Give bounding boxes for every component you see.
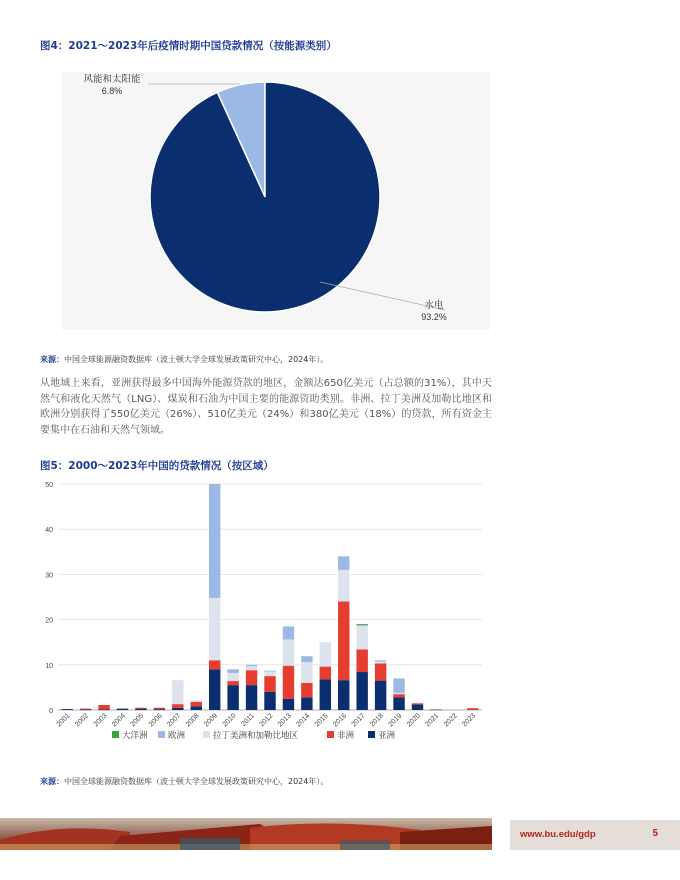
- bar-segment: [320, 667, 331, 680]
- x-tick-label: 2023: [461, 712, 478, 729]
- bar-segment: [227, 673, 238, 681]
- x-tick-label: 2003: [92, 712, 109, 729]
- x-tick-label: 2015: [313, 712, 330, 729]
- x-tick-label: 2010: [221, 712, 238, 729]
- bar-segment: [412, 703, 423, 704]
- bar-segment: [209, 598, 220, 660]
- x-tick-label: 2001: [55, 712, 72, 729]
- bar-segment: [283, 666, 294, 699]
- x-tick-label: 2006: [147, 712, 164, 729]
- y-tick-label: 50: [45, 482, 53, 489]
- bar-segment: [301, 697, 312, 710]
- bar-segment: [117, 709, 128, 710]
- footer-image: [0, 818, 492, 850]
- source-label: 来源：: [40, 777, 64, 786]
- x-tick-label: 2016: [332, 712, 349, 729]
- bar-segment: [135, 709, 146, 710]
- legend-label: 大洋洲: [122, 730, 148, 740]
- bar-segment: [62, 709, 73, 710]
- source-text: 中国全球能源融资数据库（波士顿大学全球发展政策研究中心，2024年）。: [64, 777, 329, 786]
- x-tick-label: 2014: [295, 712, 312, 729]
- legend-label: 欧洲: [168, 730, 186, 740]
- bar-segment: [338, 556, 349, 570]
- bar-segment: [80, 709, 91, 710]
- bar-segment: [412, 703, 423, 704]
- bar-segment: [80, 710, 91, 711]
- x-tick-label: 2007: [166, 712, 183, 729]
- bar-segment: [356, 624, 367, 625]
- bar-segment: [98, 705, 109, 710]
- x-tick-label: 2018: [369, 712, 386, 729]
- temple-roof-image: [0, 818, 492, 850]
- x-tick-label: 2009: [203, 712, 220, 729]
- bar-segment: [246, 685, 257, 710]
- bar-segment: [356, 625, 367, 626]
- x-tick-label: 2013: [276, 712, 293, 729]
- bar-segment: [209, 660, 220, 669]
- bar-segment: [264, 671, 275, 672]
- bar-segment: [246, 666, 257, 670]
- bar-segment: [191, 702, 202, 707]
- y-tick-label: 20: [45, 617, 53, 625]
- bar-segment: [393, 693, 404, 694]
- legend-label: 非洲: [337, 730, 355, 740]
- x-tick-label: 2005: [129, 712, 146, 729]
- legend-label: 亚洲: [378, 730, 396, 740]
- bar-segment: [154, 709, 165, 710]
- page-number: 5: [652, 828, 658, 839]
- y-tick-label: 30: [45, 572, 53, 580]
- bar-segment: [209, 484, 220, 598]
- bar-segment: [191, 701, 202, 702]
- bar-segment: [209, 669, 220, 710]
- pie-pct-wind: 6.8%: [101, 86, 123, 96]
- x-tick-label: 2012: [258, 712, 275, 729]
- bar-segment: [227, 669, 238, 673]
- bar-segment: [338, 680, 349, 710]
- legend-swatch: [158, 731, 165, 738]
- bar-segment: [375, 660, 386, 661]
- legend-swatch: [203, 731, 210, 738]
- bar-segment: [154, 708, 165, 709]
- bar-segment: [301, 656, 312, 662]
- bar-segment: [172, 708, 183, 710]
- bar-segment: [246, 665, 257, 666]
- footer-box: [510, 820, 680, 850]
- bar-segment: [301, 662, 312, 683]
- y-tick-label: 0: [49, 708, 53, 715]
- bar-segment: [338, 602, 349, 681]
- bar-segment: [356, 649, 367, 672]
- footer-url[interactable]: www.bu.edu/gdp: [520, 829, 596, 840]
- bar-segment: [393, 694, 404, 697]
- bar-chart: [0, 476, 680, 756]
- bar-segment: [301, 683, 312, 697]
- bar-segment: [430, 710, 441, 711]
- source-label: 来源：: [40, 355, 64, 364]
- x-tick-label: 2021: [424, 712, 441, 729]
- y-tick-label: 40: [45, 527, 53, 535]
- bar-segment: [283, 626, 294, 639]
- pie-label-hydro: 水电: [424, 300, 444, 311]
- x-tick-label: 2004: [110, 712, 127, 729]
- pie-label-wind: 风能和太阳能: [83, 74, 141, 85]
- figure4-title: 图4：2021～2023年后疫情时期中国贷款情况（按能源类别）: [40, 40, 337, 52]
- bar-segment: [264, 692, 275, 710]
- bar-segment: [375, 663, 386, 680]
- bar-segment: [283, 699, 294, 710]
- source-text: 中国全球能源融资数据库（波士顿大学全球发展政策研究中心，2024年）。: [64, 355, 329, 364]
- bar-segment: [246, 670, 257, 685]
- figure5-title: 图5：2000～2023年中国的贷款情况（按区域）: [40, 460, 274, 472]
- legend-swatch: [327, 731, 334, 738]
- bar-segment: [393, 678, 404, 692]
- bar-segment: [356, 672, 367, 710]
- figure4-source: [40, 354, 328, 365]
- x-tick-label: 2011: [240, 712, 256, 729]
- pie-slice-hydro: [150, 82, 380, 312]
- bar-segment: [98, 710, 109, 711]
- bar-segment: [375, 681, 386, 710]
- y-tick-label: 10: [45, 662, 53, 670]
- x-tick-label: 2020: [405, 712, 422, 729]
- bar-segment: [320, 642, 331, 666]
- x-tick-label: 2019: [387, 712, 404, 729]
- x-tick-label: 2002: [74, 712, 91, 729]
- bar-segment: [467, 708, 478, 710]
- x-tick-label: 2008: [184, 712, 201, 729]
- bar-segment: [393, 697, 404, 710]
- pie-chart: [0, 30, 680, 330]
- body-paragraph: 从地域上来看，亚洲获得最多中国海外能源贷款的地区，金额达650亿美元（占总额的31%），其中天然气和液化天然气（LNG）、煤炭和石油为中国主要的能源资助类别。非洲、拉丁美洲及加勒比地区和欧洲分别获得了550亿美元（26%）、510亿美元（24%）和380亿美元（18%）的贷款，所有资金主要集中在石油和天然气领域。: [40, 378, 492, 436]
- bar-segment: [172, 680, 183, 704]
- bar-segment: [135, 708, 146, 709]
- pie-pct-hydro: 93.2%: [421, 312, 447, 322]
- bar-segment: [375, 662, 386, 664]
- legend-label: 拉丁美洲和加勒比地区: [213, 730, 299, 740]
- bar-segment: [227, 681, 238, 685]
- bar-segment: [191, 706, 202, 710]
- x-tick-label: 2017: [350, 712, 367, 729]
- bar-segment: [338, 570, 349, 602]
- bar-segment: [264, 676, 275, 692]
- x-tick-label: 2022: [442, 712, 459, 729]
- bar-segment: [356, 626, 367, 650]
- bar-segment: [172, 704, 183, 708]
- bar-segment: [320, 679, 331, 710]
- bar-segment: [264, 672, 275, 677]
- bar-segment: [227, 685, 238, 710]
- legend-swatch: [368, 731, 375, 738]
- bar-segment: [283, 639, 294, 665]
- figure5-source: [40, 776, 328, 787]
- legend-swatch: [112, 731, 119, 738]
- bar-segment: [412, 705, 423, 710]
